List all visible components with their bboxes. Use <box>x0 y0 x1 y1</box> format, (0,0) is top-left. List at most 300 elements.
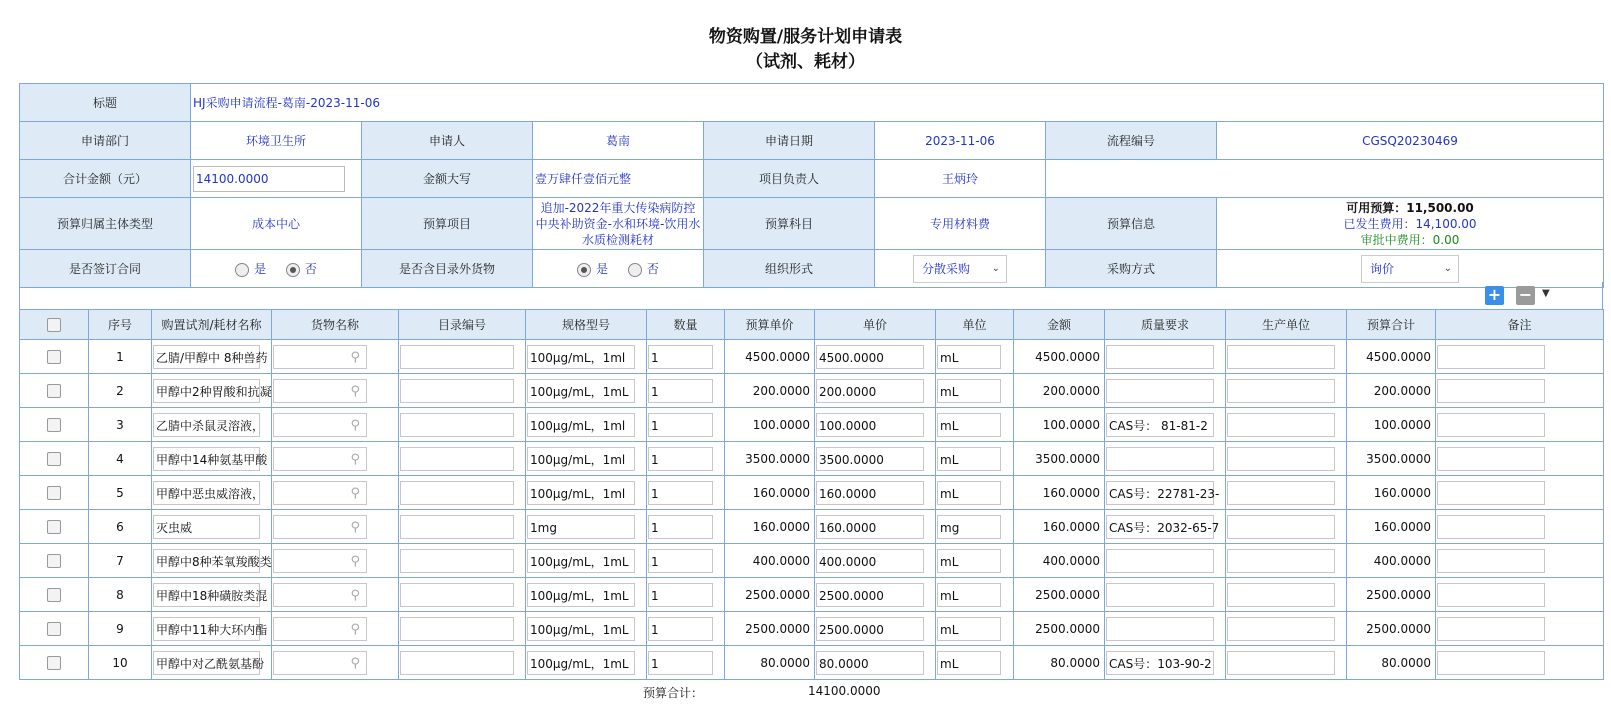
quality-input[interactable] <box>1106 583 1214 607</box>
goods-name-input[interactable] <box>273 413 367 437</box>
price-input[interactable] <box>816 651 924 675</box>
budget-price: 160.0000 <box>725 476 815 510</box>
unit-input[interactable] <box>937 651 1001 675</box>
select-all-cell <box>20 310 89 340</box>
checkbox-icon[interactable] <box>47 318 61 332</box>
table-cell <box>1226 408 1347 442</box>
quality-input[interactable] <box>1106 515 1220 539</box>
cell-text: 1 <box>651 588 659 603</box>
table-cell <box>647 442 725 476</box>
unit-input[interactable] <box>937 617 1001 641</box>
table-cell <box>936 612 1014 646</box>
flow-no-value: CGSQ20230469 <box>1217 122 1604 160</box>
manufacturer-input[interactable] <box>1227 345 1335 369</box>
table-cell <box>399 646 526 680</box>
table-row <box>20 578 1604 612</box>
remark-input[interactable] <box>1437 651 1545 675</box>
contract-yes-option[interactable] <box>235 262 266 276</box>
row-no: 10 <box>89 646 152 680</box>
total-cell <box>191 160 362 198</box>
cell-text: mL <box>940 418 959 433</box>
search-icon[interactable]: ⚲ <box>350 485 360 501</box>
table-cell <box>272 544 399 578</box>
quality-input[interactable] <box>1106 379 1214 403</box>
price-input[interactable] <box>816 481 924 505</box>
cell-text: 甲醇中18种磺胺类混 <box>156 588 268 603</box>
spec-input[interactable] <box>527 447 635 471</box>
grid-body <box>20 340 1604 680</box>
org-form-select[interactable] <box>913 255 1007 283</box>
table-cell <box>815 374 936 408</box>
table-cell <box>1105 612 1226 646</box>
budget-total: 160.0000 <box>1347 476 1436 510</box>
table-cell <box>1226 340 1347 374</box>
qty-input[interactable] <box>648 481 713 505</box>
goods-name-input[interactable] <box>273 583 367 607</box>
date-value: 2023-11-06 <box>875 122 1046 160</box>
table-row <box>20 340 1604 374</box>
cell-text: 甲醇中11种大环内酯 <box>156 622 268 637</box>
spec-input[interactable] <box>527 481 635 505</box>
spec-input[interactable] <box>527 617 635 641</box>
row-checkbox-icon[interactable] <box>47 588 61 602</box>
table-cell <box>1105 442 1226 476</box>
cell-text: 乙腈/甲醇中 8种兽药 <box>156 350 268 365</box>
radio-unchecked-icon[interactable] <box>628 263 642 277</box>
budget-price: 80.0000 <box>725 646 815 680</box>
table-cell <box>526 612 647 646</box>
amount: 2500.0000 <box>1014 612 1105 646</box>
budget-total: 100.0000 <box>1347 408 1436 442</box>
goods-name-input[interactable] <box>273 379 367 403</box>
reagent-name-input[interactable] <box>153 583 268 607</box>
table-row <box>20 476 1604 510</box>
total-input[interactable]: 14100.0000 <box>193 166 345 192</box>
table-cell <box>647 476 725 510</box>
table-cell <box>815 442 936 476</box>
catalog-no-option[interactable] <box>628 262 659 276</box>
cell-text: 甲醇中14种氨基甲酸 <box>156 452 268 467</box>
goods-name-input[interactable] <box>273 447 367 471</box>
price-input[interactable] <box>816 447 924 471</box>
label-org-form: 组织形式 <box>704 250 875 288</box>
label-dept: 申请部门 <box>20 122 191 160</box>
table-cell <box>152 374 272 408</box>
unit-input[interactable] <box>937 583 1001 607</box>
row-checkbox-icon[interactable] <box>47 486 61 500</box>
cell-text: 100.0000 <box>819 418 877 433</box>
manufacturer-input[interactable] <box>1227 651 1335 675</box>
table-cell <box>152 578 272 612</box>
radio-unchecked-icon[interactable] <box>235 263 249 277</box>
plus-icon[interactable]: + <box>1485 286 1504 305</box>
remark-input[interactable] <box>1437 481 1545 505</box>
amount-upper-value: 壹万肆仟壹佰元整 <box>533 160 704 198</box>
amount: 100.0000 <box>1014 408 1105 442</box>
catalog-no-input[interactable] <box>400 447 514 471</box>
catalog-no-input[interactable] <box>400 549 514 573</box>
catalog-yes-label: 是 <box>596 262 609 276</box>
table-cell <box>526 510 647 544</box>
cell-text: 乙腈中杀鼠灵溶液， <box>156 418 265 433</box>
budget-total: 4500.0000 <box>1347 340 1436 374</box>
table-row <box>20 408 1604 442</box>
table-cell <box>1105 578 1226 612</box>
amount: 160.0000 <box>1014 476 1105 510</box>
table-cell <box>399 544 526 578</box>
table-cell <box>815 544 936 578</box>
qty-input[interactable] <box>648 379 713 403</box>
goods-name-input[interactable] <box>273 617 367 641</box>
table-cell <box>1105 408 1226 442</box>
table-cell <box>1436 374 1604 408</box>
remark-input[interactable] <box>1437 447 1545 471</box>
label-contract: 是否签订合同 <box>20 250 191 288</box>
col-header: 规格型号 <box>526 310 647 340</box>
table-cell <box>647 340 725 374</box>
catalog-no-input[interactable] <box>400 515 514 539</box>
applicant-value: 葛南 <box>533 122 704 160</box>
cell-text: 100μg/mL，1mL <box>530 384 629 399</box>
search-icon[interactable]: ⚲ <box>350 451 360 467</box>
remark-input[interactable] <box>1437 617 1545 641</box>
remark-input[interactable] <box>1437 549 1545 573</box>
reagent-name-input[interactable] <box>153 549 272 573</box>
table-cell <box>936 646 1014 680</box>
cell-text: 100μg/mL，1ml <box>530 486 626 501</box>
table-cell <box>1436 340 1604 374</box>
manufacturer-input[interactable] <box>1227 447 1335 471</box>
cell-text: 1 <box>651 486 659 501</box>
row-no: 1 <box>89 340 152 374</box>
manufacturer-input[interactable] <box>1227 515 1335 539</box>
table-cell <box>526 646 647 680</box>
budget-price: 400.0000 <box>725 544 815 578</box>
table-cell <box>936 544 1014 578</box>
cell-text: 160.0000 <box>819 520 877 535</box>
label-purchase-method: 采购方式 <box>1046 250 1217 288</box>
col-header: 序号 <box>89 310 152 340</box>
budget-price: 2500.0000 <box>725 612 815 646</box>
amount: 400.0000 <box>1014 544 1105 578</box>
cell-text: 400.0000 <box>819 554 877 569</box>
remark-input[interactable] <box>1437 379 1545 403</box>
cell-text: CAS号：103-90-2 <box>1109 656 1212 671</box>
table-cell <box>20 476 89 510</box>
row-no: 7 <box>89 544 152 578</box>
table-cell <box>1226 612 1347 646</box>
amount: 2500.0000 <box>1014 578 1105 612</box>
page-title: 物资购置/服务计划申请表 <box>708 27 903 47</box>
catalog-no-input[interactable] <box>400 583 514 607</box>
cell-text: CAS号：2032-65-7 <box>1109 520 1220 535</box>
row-no: 4 <box>89 442 152 476</box>
table-cell <box>1226 510 1347 544</box>
table-cell <box>815 646 936 680</box>
label-budget-info: 预算信息 <box>1046 198 1217 250</box>
table-cell <box>1436 646 1604 680</box>
budget-total: 3500.0000 <box>1347 442 1436 476</box>
table-cell <box>526 578 647 612</box>
search-icon[interactable]: ⚲ <box>350 417 360 433</box>
table-cell <box>20 646 89 680</box>
qty-input[interactable] <box>648 447 713 471</box>
table-cell <box>1226 476 1347 510</box>
budget-spent: 已发生费用：14,100.00 <box>1343 216 1477 231</box>
manufacturer-input[interactable] <box>1227 379 1335 403</box>
unit-input[interactable] <box>937 481 1001 505</box>
label-budget-subject: 预算科目 <box>704 198 875 250</box>
org-form-value: 分散采购 <box>922 261 971 276</box>
quality-input[interactable] <box>1106 413 1214 437</box>
cell-text: 100μg/mL，1mL <box>530 554 629 569</box>
spec-input[interactable] <box>527 549 635 573</box>
radio-checked-icon[interactable] <box>286 263 300 277</box>
quality-input[interactable] <box>1106 481 1220 505</box>
quality-input[interactable] <box>1106 651 1214 675</box>
table-cell <box>152 408 272 442</box>
cell-text: mg <box>940 520 960 535</box>
quality-input[interactable] <box>1106 447 1214 471</box>
cell-text: 160.0000 <box>819 486 877 501</box>
spec-input[interactable] <box>527 345 635 369</box>
row-checkbox-icon[interactable] <box>47 622 61 636</box>
table-cell <box>1436 544 1604 578</box>
search-icon[interactable]: ⚲ <box>350 587 360 603</box>
table-cell <box>152 442 272 476</box>
budget-price: 3500.0000 <box>725 442 815 476</box>
cell-text: 200.0000 <box>819 384 877 399</box>
table-cell <box>1105 510 1226 544</box>
row-checkbox-icon[interactable] <box>47 554 61 568</box>
qty-input[interactable] <box>648 549 713 573</box>
remark-input[interactable] <box>1437 413 1545 437</box>
table-cell <box>647 408 725 442</box>
table-row <box>20 544 1604 578</box>
table-row <box>20 646 1604 680</box>
unit-input[interactable] <box>937 447 1001 471</box>
radio-checked-icon[interactable] <box>577 263 591 277</box>
goods-name-input[interactable] <box>273 345 367 369</box>
unit-input[interactable] <box>937 515 1001 539</box>
cell-text: mL <box>940 452 959 467</box>
search-icon[interactable]: ⚲ <box>350 553 360 569</box>
row-checkbox-icon[interactable] <box>47 418 61 432</box>
row-no: 5 <box>89 476 152 510</box>
reagent-name-input[interactable] <box>153 651 265 675</box>
remark-input[interactable] <box>1437 345 1545 369</box>
grid-toolbar <box>19 282 1603 309</box>
row-checkbox-icon[interactable] <box>47 350 61 364</box>
cell-text: mL <box>940 384 959 399</box>
chevron-down-icon: ⌄ <box>991 262 1000 274</box>
col-header: 目录编号 <box>399 310 526 340</box>
budget-price: 4500.0000 <box>725 340 815 374</box>
application-form <box>19 83 1604 288</box>
title-value: HJ采购申请流程-葛南-2023-11-06 <box>191 84 1604 122</box>
goods-name-input[interactable] <box>273 481 367 505</box>
manufacturer-input[interactable] <box>1227 583 1335 607</box>
empty-cell <box>1046 160 1604 198</box>
table-cell <box>272 476 399 510</box>
purchase-method-select[interactable] <box>1361 255 1459 283</box>
spec-input[interactable] <box>527 583 635 607</box>
remark-input[interactable] <box>1437 515 1545 539</box>
manufacturer-input[interactable] <box>1227 549 1335 573</box>
table-cell <box>526 442 647 476</box>
manufacturer-input[interactable] <box>1227 617 1335 641</box>
spec-input[interactable] <box>527 379 635 403</box>
qty-input[interactable] <box>648 413 713 437</box>
cell-text: 100μg/mL，1ml <box>530 452 626 467</box>
reagent-name-input[interactable] <box>153 515 260 539</box>
table-cell <box>1226 646 1347 680</box>
goods-name-input[interactable] <box>273 515 367 539</box>
table-cell <box>1226 578 1347 612</box>
amount: 3500.0000 <box>1014 442 1105 476</box>
amount: 200.0000 <box>1014 374 1105 408</box>
table-cell <box>1436 578 1604 612</box>
unit-input[interactable] <box>937 345 1001 369</box>
goods-name-input[interactable] <box>273 651 367 675</box>
budget-available: 可用预算：11,500.00 <box>1346 200 1474 215</box>
cell-text: 3500.0000 <box>819 452 884 467</box>
spec-input[interactable] <box>527 651 635 675</box>
table-row <box>20 510 1604 544</box>
cell-text: 100μg/mL，1mL <box>530 622 629 637</box>
table-cell <box>1105 374 1226 408</box>
table-cell <box>1436 612 1604 646</box>
table-cell <box>1226 374 1347 408</box>
spec-input[interactable] <box>527 413 635 437</box>
reagent-name-input[interactable] <box>153 345 268 369</box>
table-cell <box>399 476 526 510</box>
contract-yes-label: 是 <box>254 262 267 276</box>
table-cell <box>526 408 647 442</box>
table-cell <box>936 340 1014 374</box>
catalog-no-input[interactable] <box>400 379 514 403</box>
catalog-no-input[interactable] <box>400 413 514 437</box>
cell-text: 100μg/mL，1ml <box>530 350 626 365</box>
qty-input[interactable] <box>648 515 713 539</box>
row-no: 9 <box>89 612 152 646</box>
row-checkbox-icon[interactable] <box>47 520 61 534</box>
table-cell <box>1105 646 1226 680</box>
budget-total: 2500.0000 <box>1347 612 1436 646</box>
qty-input[interactable] <box>648 617 713 641</box>
price-input[interactable] <box>816 617 924 641</box>
qty-input[interactable] <box>648 651 713 675</box>
table-cell <box>1105 340 1226 374</box>
remark-input[interactable] <box>1437 583 1545 607</box>
table-cell <box>272 612 399 646</box>
catalog-no-input[interactable] <box>400 651 514 675</box>
search-icon[interactable]: ⚲ <box>350 349 360 365</box>
table-cell <box>1436 408 1604 442</box>
label-applicant: 申请人 <box>362 122 533 160</box>
label-catalog-goods: 是否含目录外货物 <box>362 250 533 288</box>
quality-input[interactable] <box>1106 549 1214 573</box>
reagent-name-input[interactable] <box>153 379 272 403</box>
qty-input[interactable] <box>648 583 713 607</box>
price-input[interactable] <box>816 515 924 539</box>
search-icon[interactable]: ⚲ <box>350 655 360 671</box>
cell-text: mL <box>940 554 959 569</box>
table-cell <box>20 340 89 374</box>
price-input[interactable] <box>816 583 924 607</box>
table-cell <box>936 442 1014 476</box>
reagent-name-input[interactable] <box>153 447 268 471</box>
table-cell <box>20 408 89 442</box>
cell-text: 1 <box>651 418 659 433</box>
price-input[interactable] <box>816 413 924 437</box>
table-cell <box>1226 544 1347 578</box>
table-cell <box>272 578 399 612</box>
spec-input[interactable] <box>527 515 635 539</box>
row-no: 2 <box>89 374 152 408</box>
table-cell <box>152 340 272 374</box>
contract-no-option[interactable] <box>286 262 317 276</box>
reagent-name-input[interactable] <box>153 617 268 641</box>
table-cell <box>815 340 936 374</box>
row-checkbox-icon[interactable] <box>47 656 61 670</box>
search-icon[interactable]: ⚲ <box>350 383 360 399</box>
cell-text: 80.0000 <box>819 656 869 671</box>
caret-down-icon[interactable]: ▼ <box>1542 288 1550 299</box>
table-cell <box>647 544 725 578</box>
reagent-name-input[interactable] <box>153 481 265 505</box>
search-icon[interactable]: ⚲ <box>350 519 360 535</box>
table-cell <box>20 544 89 578</box>
search-icon[interactable]: ⚲ <box>350 621 360 637</box>
budget-pending: 审批中费用：0.00 <box>1360 232 1460 247</box>
catalog-no-input[interactable] <box>400 345 514 369</box>
table-cell <box>399 340 526 374</box>
catalog-no-input[interactable] <box>400 481 514 505</box>
price-input[interactable] <box>816 549 924 573</box>
table-cell <box>526 544 647 578</box>
price-input[interactable] <box>816 345 924 369</box>
table-cell <box>399 374 526 408</box>
qty-input[interactable] <box>648 345 713 369</box>
unit-input[interactable] <box>937 549 1001 573</box>
table-cell <box>399 408 526 442</box>
table-cell <box>272 442 399 476</box>
reagent-name-input[interactable] <box>153 413 265 437</box>
goods-name-input[interactable] <box>273 549 367 573</box>
cell-text: 1 <box>651 656 659 671</box>
manufacturer-input[interactable] <box>1227 413 1335 437</box>
quality-input[interactable] <box>1106 345 1214 369</box>
label-budget-type: 预算归属主体类型 <box>20 198 191 250</box>
cell-text: CAS号：22781-23- <box>1109 486 1220 501</box>
quality-input[interactable] <box>1106 617 1214 641</box>
row-checkbox-icon[interactable] <box>47 452 61 466</box>
col-header: 预算单价 <box>725 310 815 340</box>
catalog-yes-option[interactable] <box>577 262 608 276</box>
catalog-no-input[interactable] <box>400 617 514 641</box>
table-cell <box>272 340 399 374</box>
table-cell <box>936 510 1014 544</box>
label-date: 申请日期 <box>704 122 875 160</box>
row-checkbox-icon[interactable] <box>47 384 61 398</box>
unit-input[interactable] <box>937 379 1001 403</box>
unit-input[interactable] <box>937 413 1001 437</box>
minus-icon[interactable]: − <box>1516 286 1535 305</box>
price-input[interactable] <box>816 379 924 403</box>
table-cell <box>1226 442 1347 476</box>
manufacturer-input[interactable] <box>1227 481 1335 505</box>
